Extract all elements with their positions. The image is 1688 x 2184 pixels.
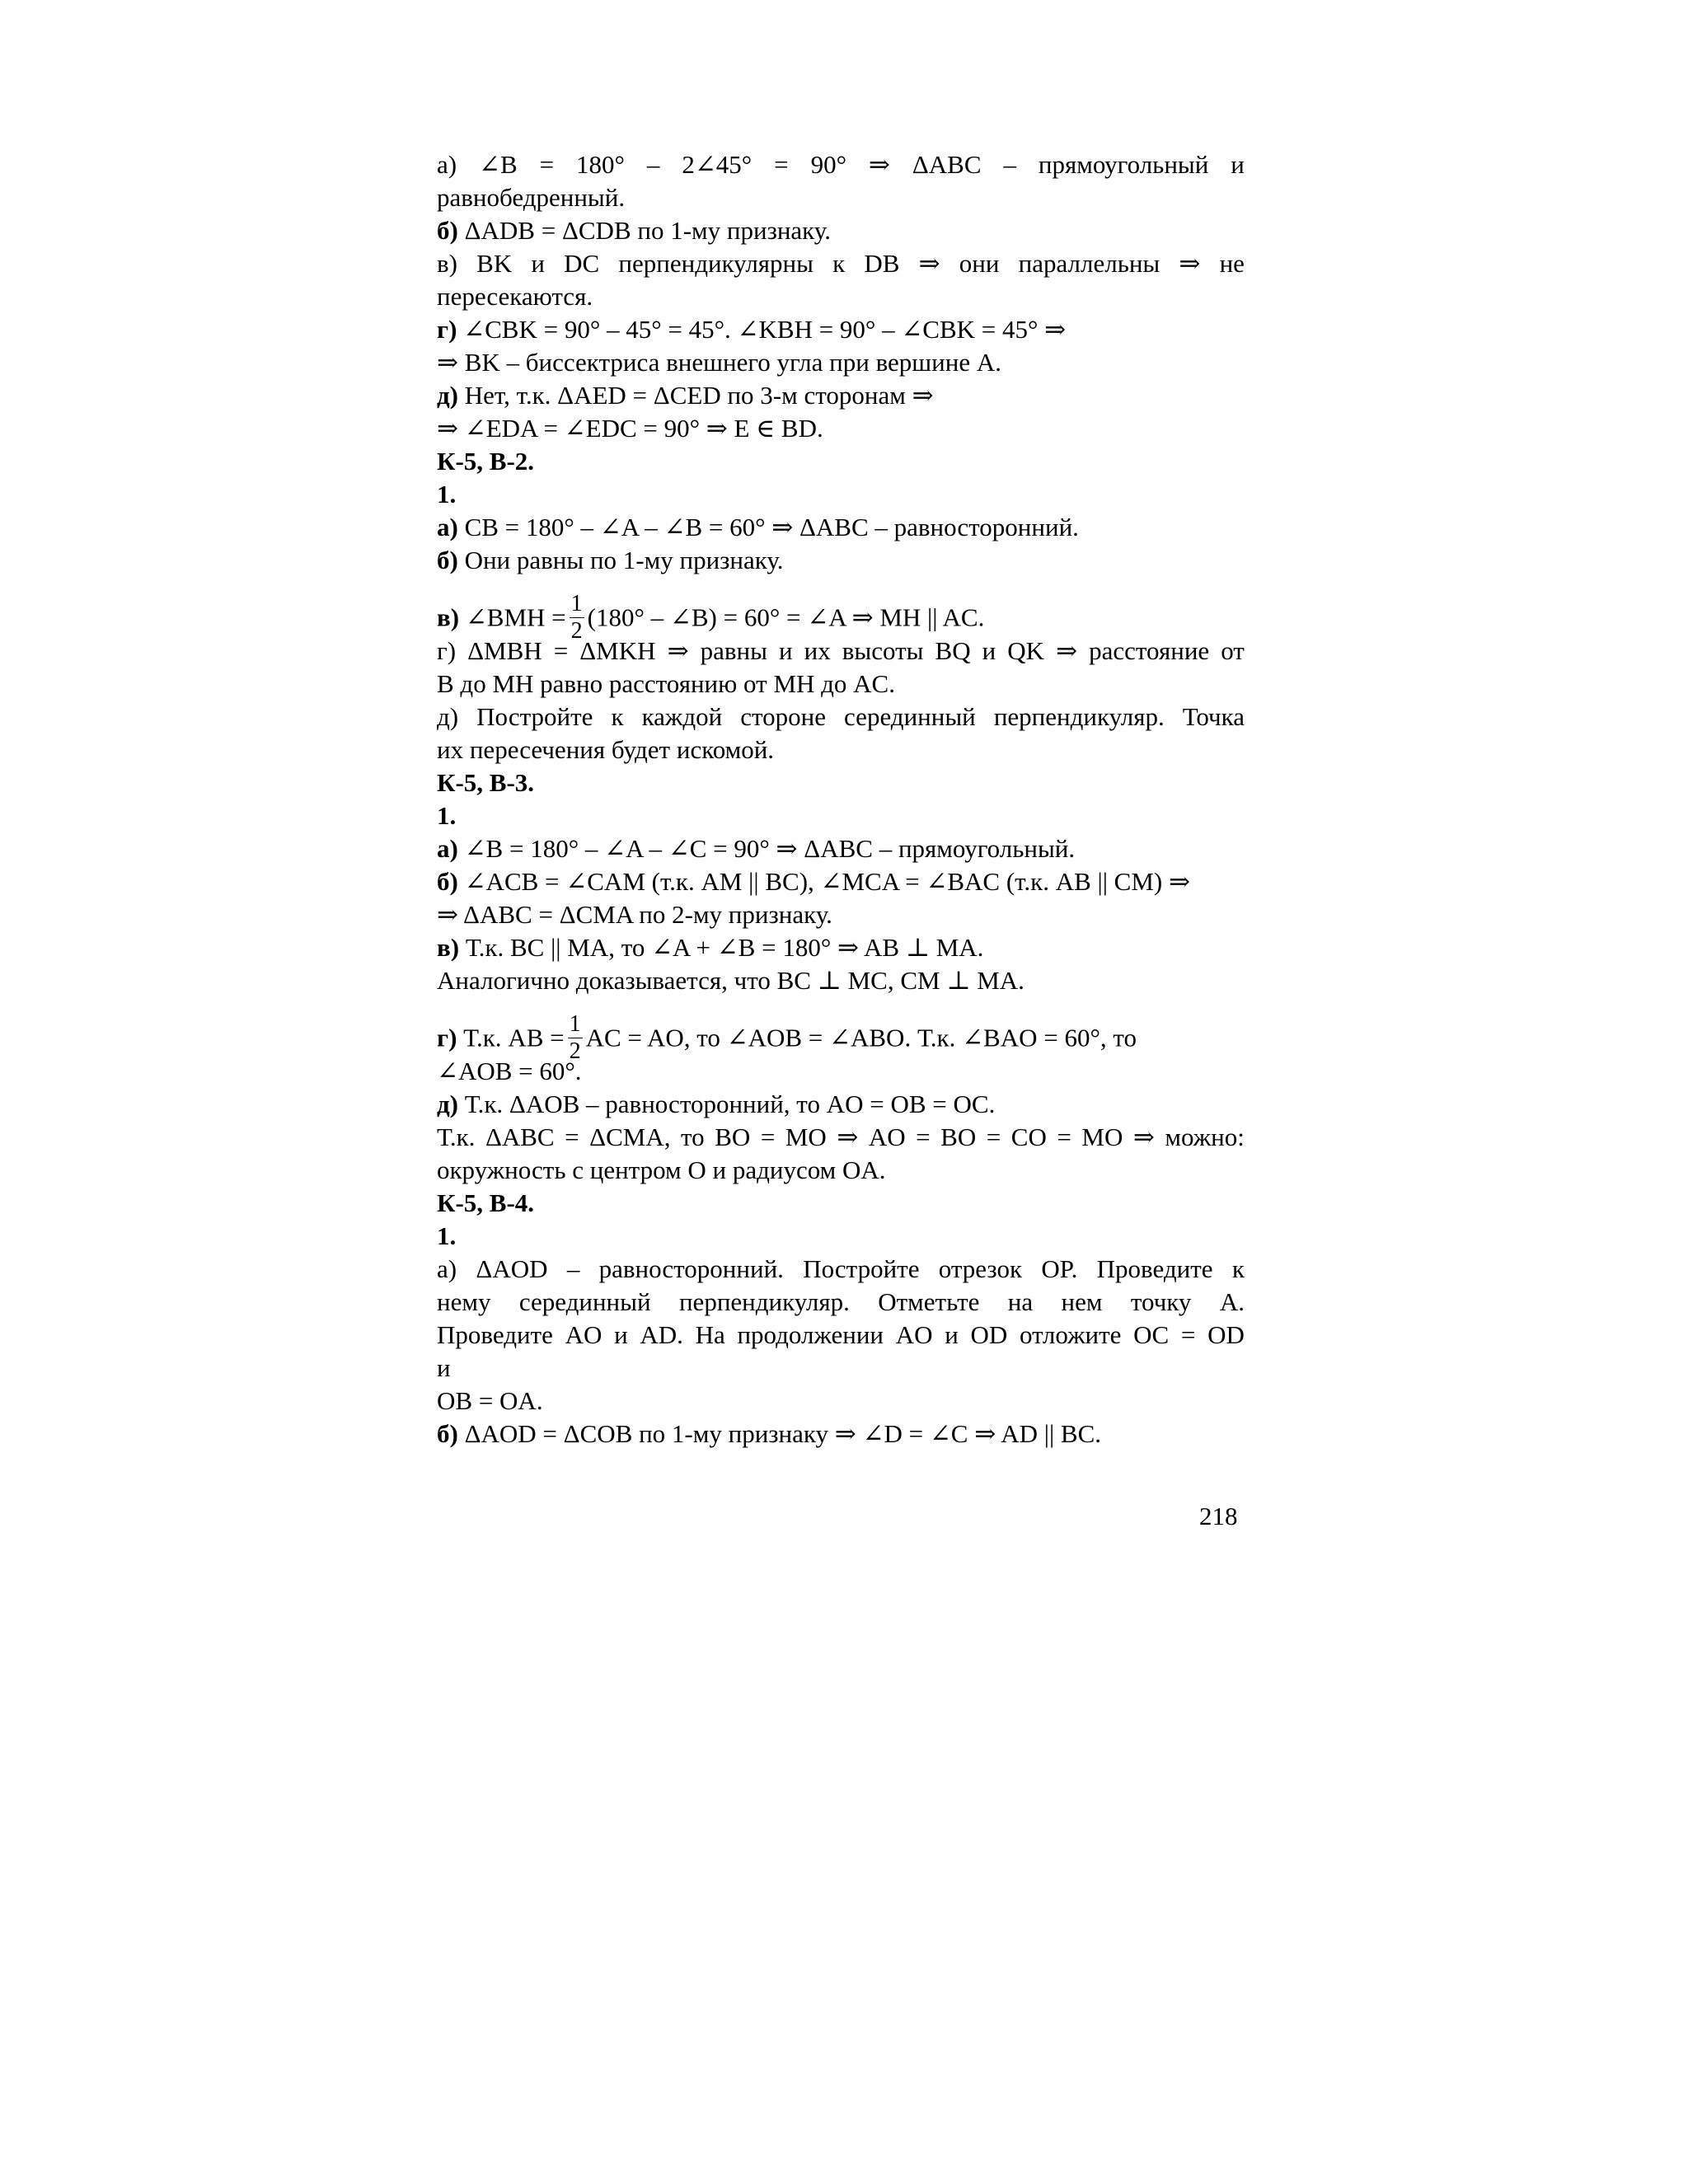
line-text: ∠ACB = ∠CAM (т.к. AM || BC), ∠MCA = ∠BAC (т.к. AB || CM) ⇒: [464, 867, 1190, 896]
line-text: ∠B = 180° – ∠A – ∠C = 90° ⇒ ΔABC – прямоугольный.: [464, 834, 1076, 863]
line-text: ∠CBK = 90° – 45° = 45°. ∠KBH = 90° – ∠CBK = 45° ⇒: [463, 315, 1067, 344]
text-line: [437, 1154, 1245, 1187]
line-text: ⇒ BK – биссектриса внешнего угла при вершине A.: [437, 348, 1001, 377]
line-text: CB = 180° – ∠A – ∠B = 60° ⇒ ΔABC – равносторонний.: [464, 513, 1079, 541]
word: их: [804, 636, 831, 665]
word: –: [566, 1254, 580, 1283]
word: к: [832, 249, 846, 278]
word: на: [1007, 1287, 1034, 1316]
word: На: [695, 1320, 725, 1349]
text-line: [437, 181, 1245, 214]
word: DB: [864, 249, 900, 278]
word: ∠B: [479, 150, 518, 179]
word: Проведите: [1096, 1254, 1213, 1283]
text-line: [437, 701, 1245, 733]
item-label: в): [437, 933, 460, 962]
word: не: [1219, 249, 1245, 278]
text-line: [437, 544, 1245, 577]
item-label: г): [437, 1023, 457, 1052]
word: Постройте: [476, 702, 593, 731]
item-label: д): [437, 1090, 459, 1118]
word: AD.: [640, 1320, 683, 1349]
text-line: [437, 1319, 1245, 1352]
word: DC: [564, 249, 600, 278]
text-line: [437, 379, 1245, 412]
item-label: б): [437, 546, 458, 574]
word: OC: [1133, 1320, 1170, 1349]
line-text: ⇒ ∠EDA = ∠EDC = 90° ⇒ E ∈ BD.: [437, 414, 823, 443]
section-heading: К-5, В-3.: [437, 768, 535, 797]
word: ΔMKH: [579, 636, 656, 665]
word: CO: [1010, 1122, 1047, 1151]
fraction-denominator: 2: [570, 618, 583, 644]
word: ⇒: [1056, 636, 1078, 665]
item-label: г): [437, 636, 457, 665]
item-label: в): [437, 249, 457, 278]
text-line: [437, 247, 1245, 280]
word: =: [539, 150, 555, 179]
word: продолжении: [737, 1320, 884, 1349]
section-heading: 1.: [437, 1221, 457, 1250]
word: ΔABC: [485, 1122, 555, 1151]
fraction-denominator: 2: [569, 1038, 581, 1064]
word: ⇒: [1132, 1122, 1155, 1151]
text-line: [437, 1385, 1245, 1418]
word: A.: [1219, 1287, 1245, 1316]
word: =: [553, 636, 569, 665]
section-heading: 1.: [437, 480, 457, 509]
item-label: в): [437, 602, 460, 632]
word: =: [1180, 1320, 1196, 1349]
word: OD: [970, 1320, 1008, 1349]
word: AO: [895, 1320, 933, 1349]
text-line: [437, 898, 1245, 931]
text-line: [437, 412, 1245, 445]
word: к: [611, 702, 624, 731]
word: –: [646, 150, 660, 179]
word: и: [945, 1320, 959, 1349]
word: BO: [940, 1122, 977, 1151]
word: перпендикулярны: [618, 249, 814, 278]
item-label: а): [437, 150, 457, 179]
word: от: [1221, 636, 1245, 665]
fraction: [568, 1013, 583, 1063]
item-label: б): [437, 216, 458, 245]
line-text: ΔAOD = ΔCOB по 1-му признаку ⇒ ∠D = ∠C ⇒ AD || BC.: [464, 1419, 1102, 1448]
text-line: [437, 313, 1245, 346]
item-label: г): [437, 315, 457, 344]
word: точку: [1130, 1287, 1192, 1316]
line-text: окружность с центром O и радиусом OA.: [437, 1155, 886, 1184]
text-line: [437, 964, 1245, 997]
word: Точка: [1182, 702, 1245, 731]
text-line: [437, 1088, 1245, 1121]
word: перпендикуляр.: [678, 1287, 850, 1316]
word: параллельны: [1018, 249, 1160, 278]
section-heading: 1.: [437, 801, 457, 830]
word: и: [778, 636, 793, 665]
line-text: Нет, т.к. ΔAED = ΔCED по 3-м сторонам ⇒: [464, 381, 934, 410]
word: Постройте: [803, 1254, 920, 1283]
line-text-post: (180° – ∠B) = 60° = ∠A ⇒ MH || AC.: [587, 602, 985, 632]
word: =: [760, 1122, 776, 1151]
text-line: [437, 1352, 1245, 1385]
item-label: а): [437, 834, 458, 863]
text-line: [437, 668, 1245, 701]
word: ΔCMA,: [589, 1122, 671, 1151]
line-text: Т.к. BC || MA, то ∠A + ∠B = 180° ⇒ AB ⊥ MA.: [465, 933, 984, 962]
word: серединный: [518, 1287, 651, 1316]
word: и: [614, 1320, 628, 1349]
text-line: [437, 148, 1245, 181]
word: 2∠45°: [682, 150, 753, 179]
line-text: OB = OA.: [437, 1386, 543, 1415]
text-line: [437, 511, 1245, 544]
line-content: [437, 1011, 1137, 1066]
word: Отметьте: [878, 1287, 980, 1316]
item-label: д): [437, 381, 459, 410]
word: прямоугольный: [1038, 150, 1209, 179]
word: ΔABC: [912, 150, 982, 179]
word: =: [1057, 1122, 1071, 1151]
word: BQ: [935, 636, 971, 665]
word: можно:: [1165, 1122, 1245, 1151]
word: и: [531, 249, 545, 278]
text-line: [437, 733, 1245, 766]
word: MO: [1081, 1122, 1123, 1151]
word: AO: [868, 1122, 906, 1151]
text-line: [437, 865, 1245, 898]
line-text: ∠AOB = 60°.: [437, 1057, 582, 1085]
word: Т.к.: [437, 1122, 476, 1151]
word: каждой: [641, 702, 723, 731]
word: они: [959, 249, 1000, 278]
line-text: равнобедренный.: [437, 183, 626, 212]
word: и: [1231, 150, 1245, 179]
line-content: [437, 591, 985, 645]
word: и: [982, 636, 996, 665]
word: ⇒: [837, 1122, 859, 1151]
word: равны: [700, 636, 767, 665]
word: ⇒: [918, 249, 940, 278]
word: ΔAOD: [476, 1254, 548, 1283]
word: AO: [565, 1320, 603, 1349]
word: стороне: [740, 702, 826, 731]
text-line: [437, 280, 1245, 313]
text-line: [437, 1121, 1245, 1154]
line-text: пересекаются.: [437, 282, 593, 311]
fraction-numerator: 1: [569, 1011, 581, 1037]
section-heading: К-5, В-2.: [437, 447, 535, 476]
line-text: ΔADB = ΔCDB по 1-му признаку.: [464, 216, 831, 245]
text-line: [437, 832, 1245, 865]
line-text: их пересечения будет искомой.: [437, 735, 775, 764]
word: отрезок: [938, 1254, 1023, 1283]
word: ⇒: [868, 150, 890, 179]
line-text-pre: Т.к. AB =: [463, 1023, 565, 1052]
line-text: Аналогично доказывается, что BC ⊥ MC, CM ⊥ MA.: [437, 966, 1025, 995]
page-number: 218: [1199, 1502, 1238, 1530]
word: OP.: [1041, 1254, 1078, 1283]
line-text: и: [437, 1353, 451, 1382]
word: серединный: [844, 702, 976, 731]
word: ⇒: [1179, 249, 1201, 278]
line-text: Они равны по 1-му признаку.: [464, 546, 784, 574]
text-line: [437, 931, 1245, 964]
word: =: [565, 1122, 579, 1151]
word: OD: [1207, 1320, 1245, 1349]
fraction: [570, 593, 584, 643]
document-body: [437, 148, 1245, 1451]
text-line: [437, 214, 1245, 247]
word: высоты: [842, 636, 924, 665]
word: =: [916, 1122, 931, 1151]
word: равносторонний.: [598, 1254, 784, 1283]
word: то: [681, 1122, 705, 1151]
text-line: [437, 1418, 1245, 1451]
word: MO: [785, 1122, 827, 1151]
word: к: [1231, 1254, 1245, 1283]
item-label: а): [437, 513, 458, 541]
word: =: [986, 1122, 1001, 1151]
line-text: Т.к. ΔAOB – равносторонний, то AO = OB = OC.: [464, 1090, 996, 1118]
line-text-pre: ∠BMH =: [465, 602, 566, 632]
text-line-fraction: [437, 577, 1245, 644]
word: BO: [715, 1122, 751, 1151]
word: BK: [476, 249, 513, 278]
word: отложите: [1020, 1320, 1122, 1349]
item-label: д): [437, 702, 459, 731]
word: перпендикуляр.: [993, 702, 1165, 731]
word: Проведите: [437, 1320, 553, 1349]
text-line-fraction: [437, 997, 1245, 1064]
text-line: [437, 1253, 1245, 1286]
line-text-post: AC = AO, то ∠AOB = ∠ABO. Т.к. ∠BAO = 60°, то: [585, 1023, 1137, 1052]
line-text: B до MH равно расстоянию от MH до AC.: [437, 669, 895, 698]
word: ⇒: [667, 636, 689, 665]
item-label: б): [437, 867, 458, 896]
word: =: [774, 150, 789, 179]
text-line: [437, 346, 1245, 379]
item-label: а): [437, 1254, 457, 1283]
word: QK: [1007, 636, 1045, 665]
text-line: [437, 1286, 1245, 1319]
word: –: [1003, 150, 1016, 179]
word: 90°: [810, 150, 846, 179]
fraction-numerator: 1: [570, 591, 583, 616]
item-label: б): [437, 1419, 458, 1448]
section-heading: К-5, В-4.: [437, 1188, 535, 1217]
word: нему: [437, 1287, 491, 1316]
word: расстояние: [1089, 636, 1210, 665]
word: ΔMBH: [467, 636, 542, 665]
line-text: ⇒ ΔABC = ΔCMA по 2-му признаку.: [437, 900, 832, 929]
word: 180°: [576, 150, 625, 179]
word: нем: [1061, 1287, 1103, 1316]
